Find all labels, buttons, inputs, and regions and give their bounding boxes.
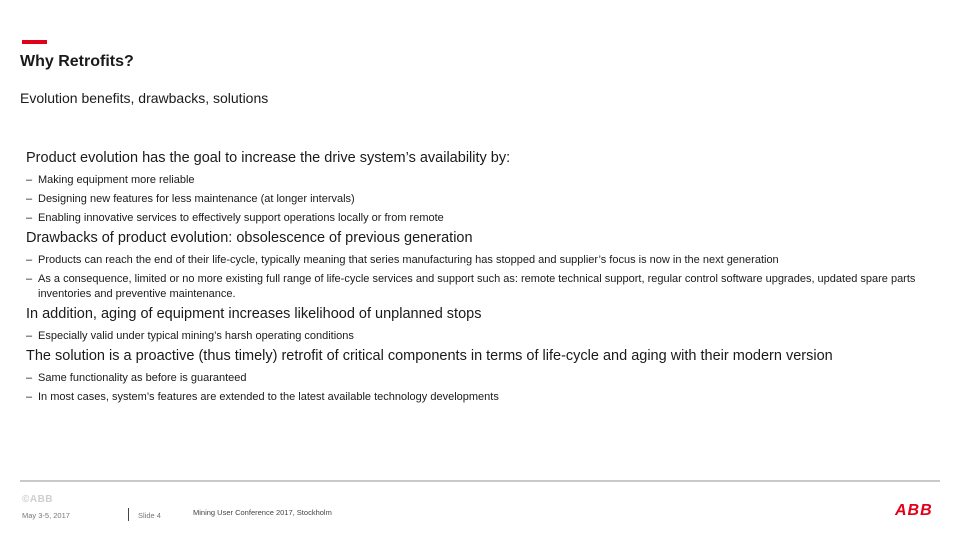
content-section [26, 306, 941, 344]
conference-name: Mining User Conference 2017, Stockholm [193, 508, 332, 517]
bullet-item [26, 173, 941, 188]
bullet-list [26, 329, 941, 344]
bullet-item [26, 390, 941, 405]
bullet-item [26, 272, 941, 302]
bullet-dash: – [26, 330, 33, 342]
bullet-dash: – [26, 372, 33, 384]
bullet-list [26, 173, 941, 226]
bullet-dash: – [26, 391, 33, 403]
footer-separator [128, 508, 129, 521]
bullet-text: Products can reach the end of their life-cycle, typically meaning that series manufacturing has stopped and supplier’s focus is now in the next generation [38, 254, 779, 266]
bullet-list [26, 371, 941, 405]
abb-logo: ABB [895, 502, 933, 519]
accent-bar [22, 40, 47, 44]
bullet-dash: – [26, 212, 33, 224]
bullet-item [26, 371, 941, 386]
bullet-item [26, 192, 941, 207]
bullet-dash: – [26, 174, 33, 186]
slide-number: Slide 4 [138, 511, 161, 520]
bullet-item [26, 253, 941, 268]
section-heading: In addition, aging of equipment increases likelihood of unplanned stops [26, 306, 482, 322]
bullet-text: As a consequence, limited or no more existing full range of life-cycle services and support such as: remote technical support, regular control software upgrades, updated spare parts inventories and preventive maintenance. [38, 273, 916, 300]
bullet-list [26, 253, 941, 302]
bullet-text: In most cases, system’s features are extended to the latest available technology developments [38, 391, 499, 403]
footer-date: May 3-5, 2017 [22, 511, 70, 520]
slide-subtitle: Evolution benefits, drawbacks, solutions [20, 90, 269, 106]
bullet-dash: – [26, 193, 33, 205]
content-section [26, 230, 941, 302]
bullet-text: Enabling innovative services to effectively support operations locally or from remote [38, 212, 444, 224]
bullet-text: Making equipment more reliable [38, 174, 195, 186]
bullet-text: Designing new features for less maintenance (at longer intervals) [38, 193, 355, 205]
bullet-dash: – [26, 273, 33, 285]
bullet-text: Same functionality as before is guaranteed [38, 372, 247, 384]
slide-title: Why Retrofits? [20, 53, 134, 70]
slide-content [26, 150, 941, 409]
footer-divider-line [20, 480, 940, 482]
bullet-item [26, 211, 941, 226]
section-heading: Product evolution has the goal to increase the drive system’s availability by: [26, 150, 511, 166]
section-heading: The solution is a proactive (thus timely) retrofit of critical components in terms of life-cycle and aging with their modern version [26, 348, 833, 364]
bullet-item [26, 329, 941, 344]
section-heading: Drawbacks of product evolution: obsolescence of previous generation [26, 230, 473, 246]
bullet-dash: – [26, 254, 33, 266]
bullet-text: Especially valid under typical mining’s harsh operating conditions [38, 330, 354, 342]
content-section [26, 150, 941, 226]
copyright-mark: ©ABB [22, 494, 54, 505]
content-section [26, 348, 941, 405]
